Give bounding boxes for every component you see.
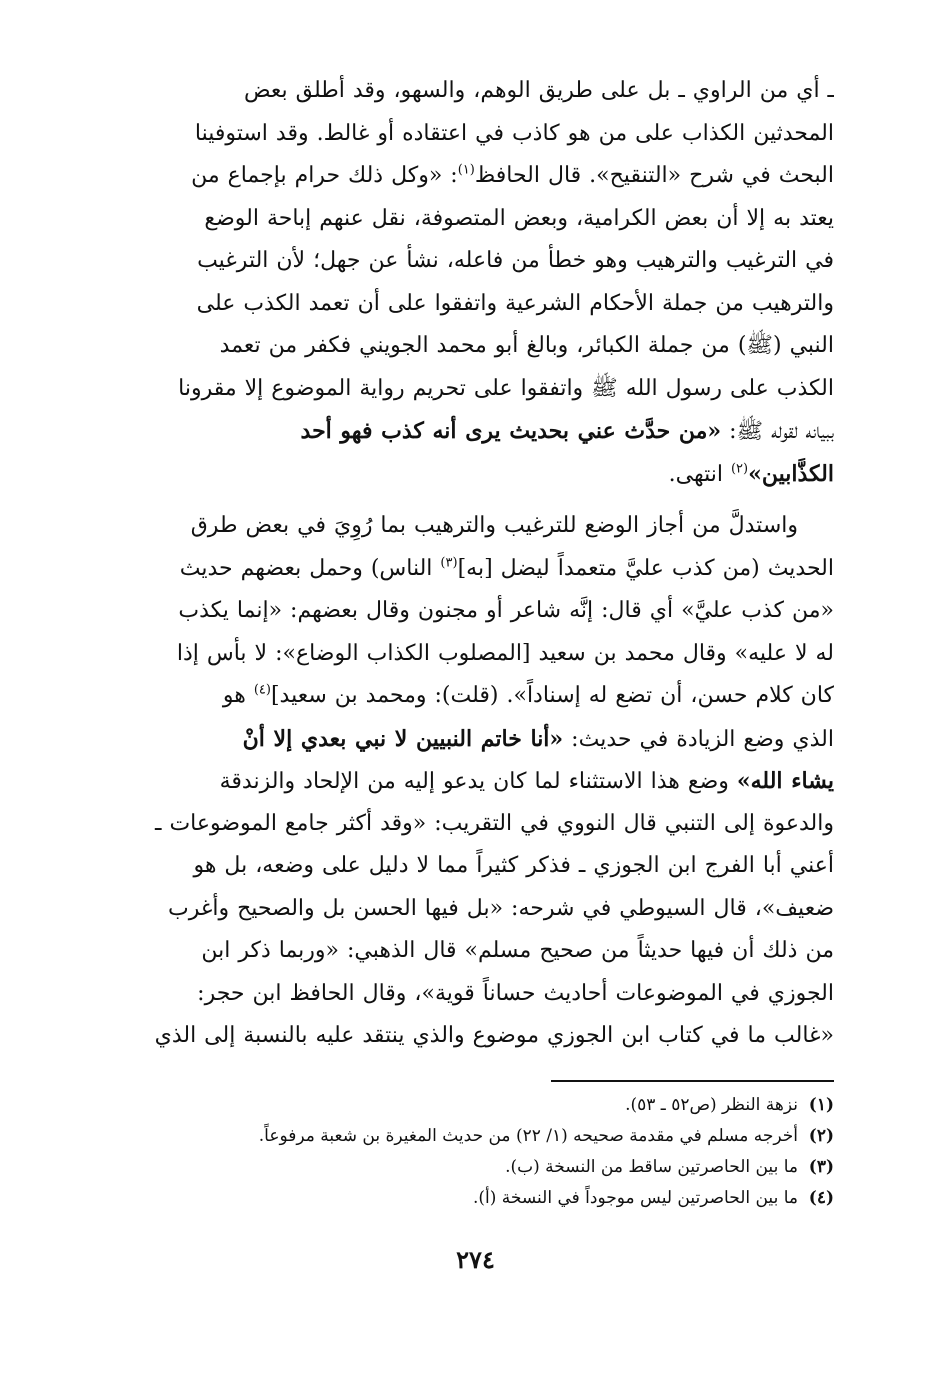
text-line [106, 718, 834, 761]
text-line: في الترغيب والترهيب وهو خطأ من فاعله، نشأ عن جهل؛ لأن الترغيب [197, 248, 834, 273]
text-line: أعني أبا الفرج ابن الجوزي ـ فذكر كثيراً مما لا دليل على وضعه، بل هو [193, 853, 834, 878]
footnote-ref-4: (٤) [253, 682, 271, 698]
line-text: الحديث (من كذب عليَّ متعمداً ليضل [به] [457, 555, 834, 581]
text-line: الجوزي في الموضوعات أحاديث حساناً قوية»، وقال الحافظ ابن حجر: [197, 980, 834, 1006]
text-line: «من كذب عليَّ» أي قال: إنَّه شاعر أو مجنون وقال بعضهم: «إنما يكذب [178, 598, 834, 623]
text-line [106, 548, 834, 591]
hadith-quote: «أنا خاتم النبيين لا نبي بعدي إلا أنْ [242, 725, 564, 752]
text-line: له لا عليه» وقال محمد بن سعيد [المصلوب الكذاب الوضاع»: لا بأس إذا [176, 640, 834, 666]
footnote-item [106, 1121, 834, 1152]
text-line: ـ أي من الراوي ـ بل على طريق الوهم، والسهو، وقد أطلق بعض [243, 78, 834, 103]
line-text: البحث في شرح «التنقيح». قال الحافظ [474, 163, 834, 188]
hadith-quote-end: الكذَّابين» [748, 460, 834, 487]
footnote-text: نزهة النظر (ص٥٢ ـ ٥٣). [625, 1095, 798, 1115]
footnote-ref-2: (٢) [730, 461, 749, 477]
line-text: انتهى. [668, 461, 731, 487]
footnote-item [106, 1183, 834, 1214]
text-line: المحدثين الكذاب على من هو كاذب في اعتقاده أو غالط. وقد استوفينا [194, 120, 834, 146]
text-line: والدعوة إلى التنبي قال النووي في التقريب: «وقد أكثر جامع الموضوعات ـ [155, 810, 834, 836]
text-line [106, 760, 834, 803]
page-number: ٢٧٤ [456, 1245, 495, 1274]
hadith-quote-end: يشاء الله» [736, 768, 834, 794]
text-line: يعتد به إلا أن بعض الكرامية، وبعض المتصوفة، نقل عنهم إباحة الوضع [204, 205, 834, 231]
footnote-text: أخرجه مسلم في مقدمة صحيحه (١/ ٢٢) من حديث المغيرة بن شعبة مرفوعاً. [258, 1126, 798, 1146]
text-line [106, 155, 834, 198]
text-line: النبي (ﷺ) من جملة الكبائر، وبالغ أبو محمد الجويني فكفر من تعمد [219, 333, 834, 358]
paragraph-2 [106, 505, 834, 1058]
text-line: «غالب ما في كتاب ابن الجوزي موضوع والذي ينتقد عليه بالنسبة إلى الذي [154, 1023, 834, 1048]
text-line [106, 410, 834, 453]
footnote-item [106, 1090, 834, 1121]
footnote-number: (١) [808, 1095, 834, 1115]
footnote-number: (٢) [808, 1126, 834, 1146]
footnote-text: ما بين الحاصرتين ساقط من النسخة (ب). [505, 1157, 798, 1177]
text-line [106, 453, 834, 496]
text-line: الكذب على رسول الله ﷺ واتفقوا على تحريم رواية الموضوع إلا مقرونا [178, 375, 834, 401]
line-text: كان كلام حسن، أن تضع له إسناداً». (قلت): ومحمد بن سعيد] [270, 683, 834, 708]
line-text: وضع هذا الاستثناء لما كان يدعو إليه من الإلحاد والزندقة [219, 769, 737, 794]
line-text: ببيانه لقوله ﷺ: [721, 419, 834, 444]
footnote-ref-3: (٣) [440, 555, 458, 571]
footnote-number: (٤) [808, 1188, 834, 1208]
footnote-item [106, 1152, 834, 1183]
footnote-text: ما بين الحاصرتين ليس موجوداً في النسخة (أ). [472, 1188, 798, 1208]
line-text: : «وكل ذلك حرام بإجماع من [191, 163, 458, 188]
text-line: ضعيف»، قال السيوطي في شرحه: «بل فيها الحسن بل والصحيح وأغرب [168, 895, 834, 921]
text-line: واستدلَّ من أجاز الوضع للترغيب والترهيب بما رُوِيَ في بعض طرق [190, 513, 798, 538]
footnote-divider [551, 1080, 834, 1082]
text-line: والترهيب من جملة الأحكام الشرعية واتفقوا على أن تعمد الكذب على [196, 290, 834, 316]
hadith-quote: «من حدَّث عني بحديث يرى أنه كذب فهو أحد [300, 418, 722, 444]
footnote-number: (٣) [808, 1157, 834, 1177]
line-text: الذي وضع الزيادة في حديث: [563, 726, 834, 752]
line-text: هو [222, 683, 254, 708]
line-text: الناس) وحمل بعضهم حديث [179, 555, 441, 581]
paragraph-1 [106, 70, 834, 495]
footnote-ref-1: (١) [457, 162, 475, 178]
text-line: من ذلك أن فيها حديثاً من صحيح مسلم» قال الذهبي: «وربما ذكر ابن [201, 938, 834, 963]
text-line [106, 675, 834, 718]
footnotes [106, 1090, 834, 1214]
